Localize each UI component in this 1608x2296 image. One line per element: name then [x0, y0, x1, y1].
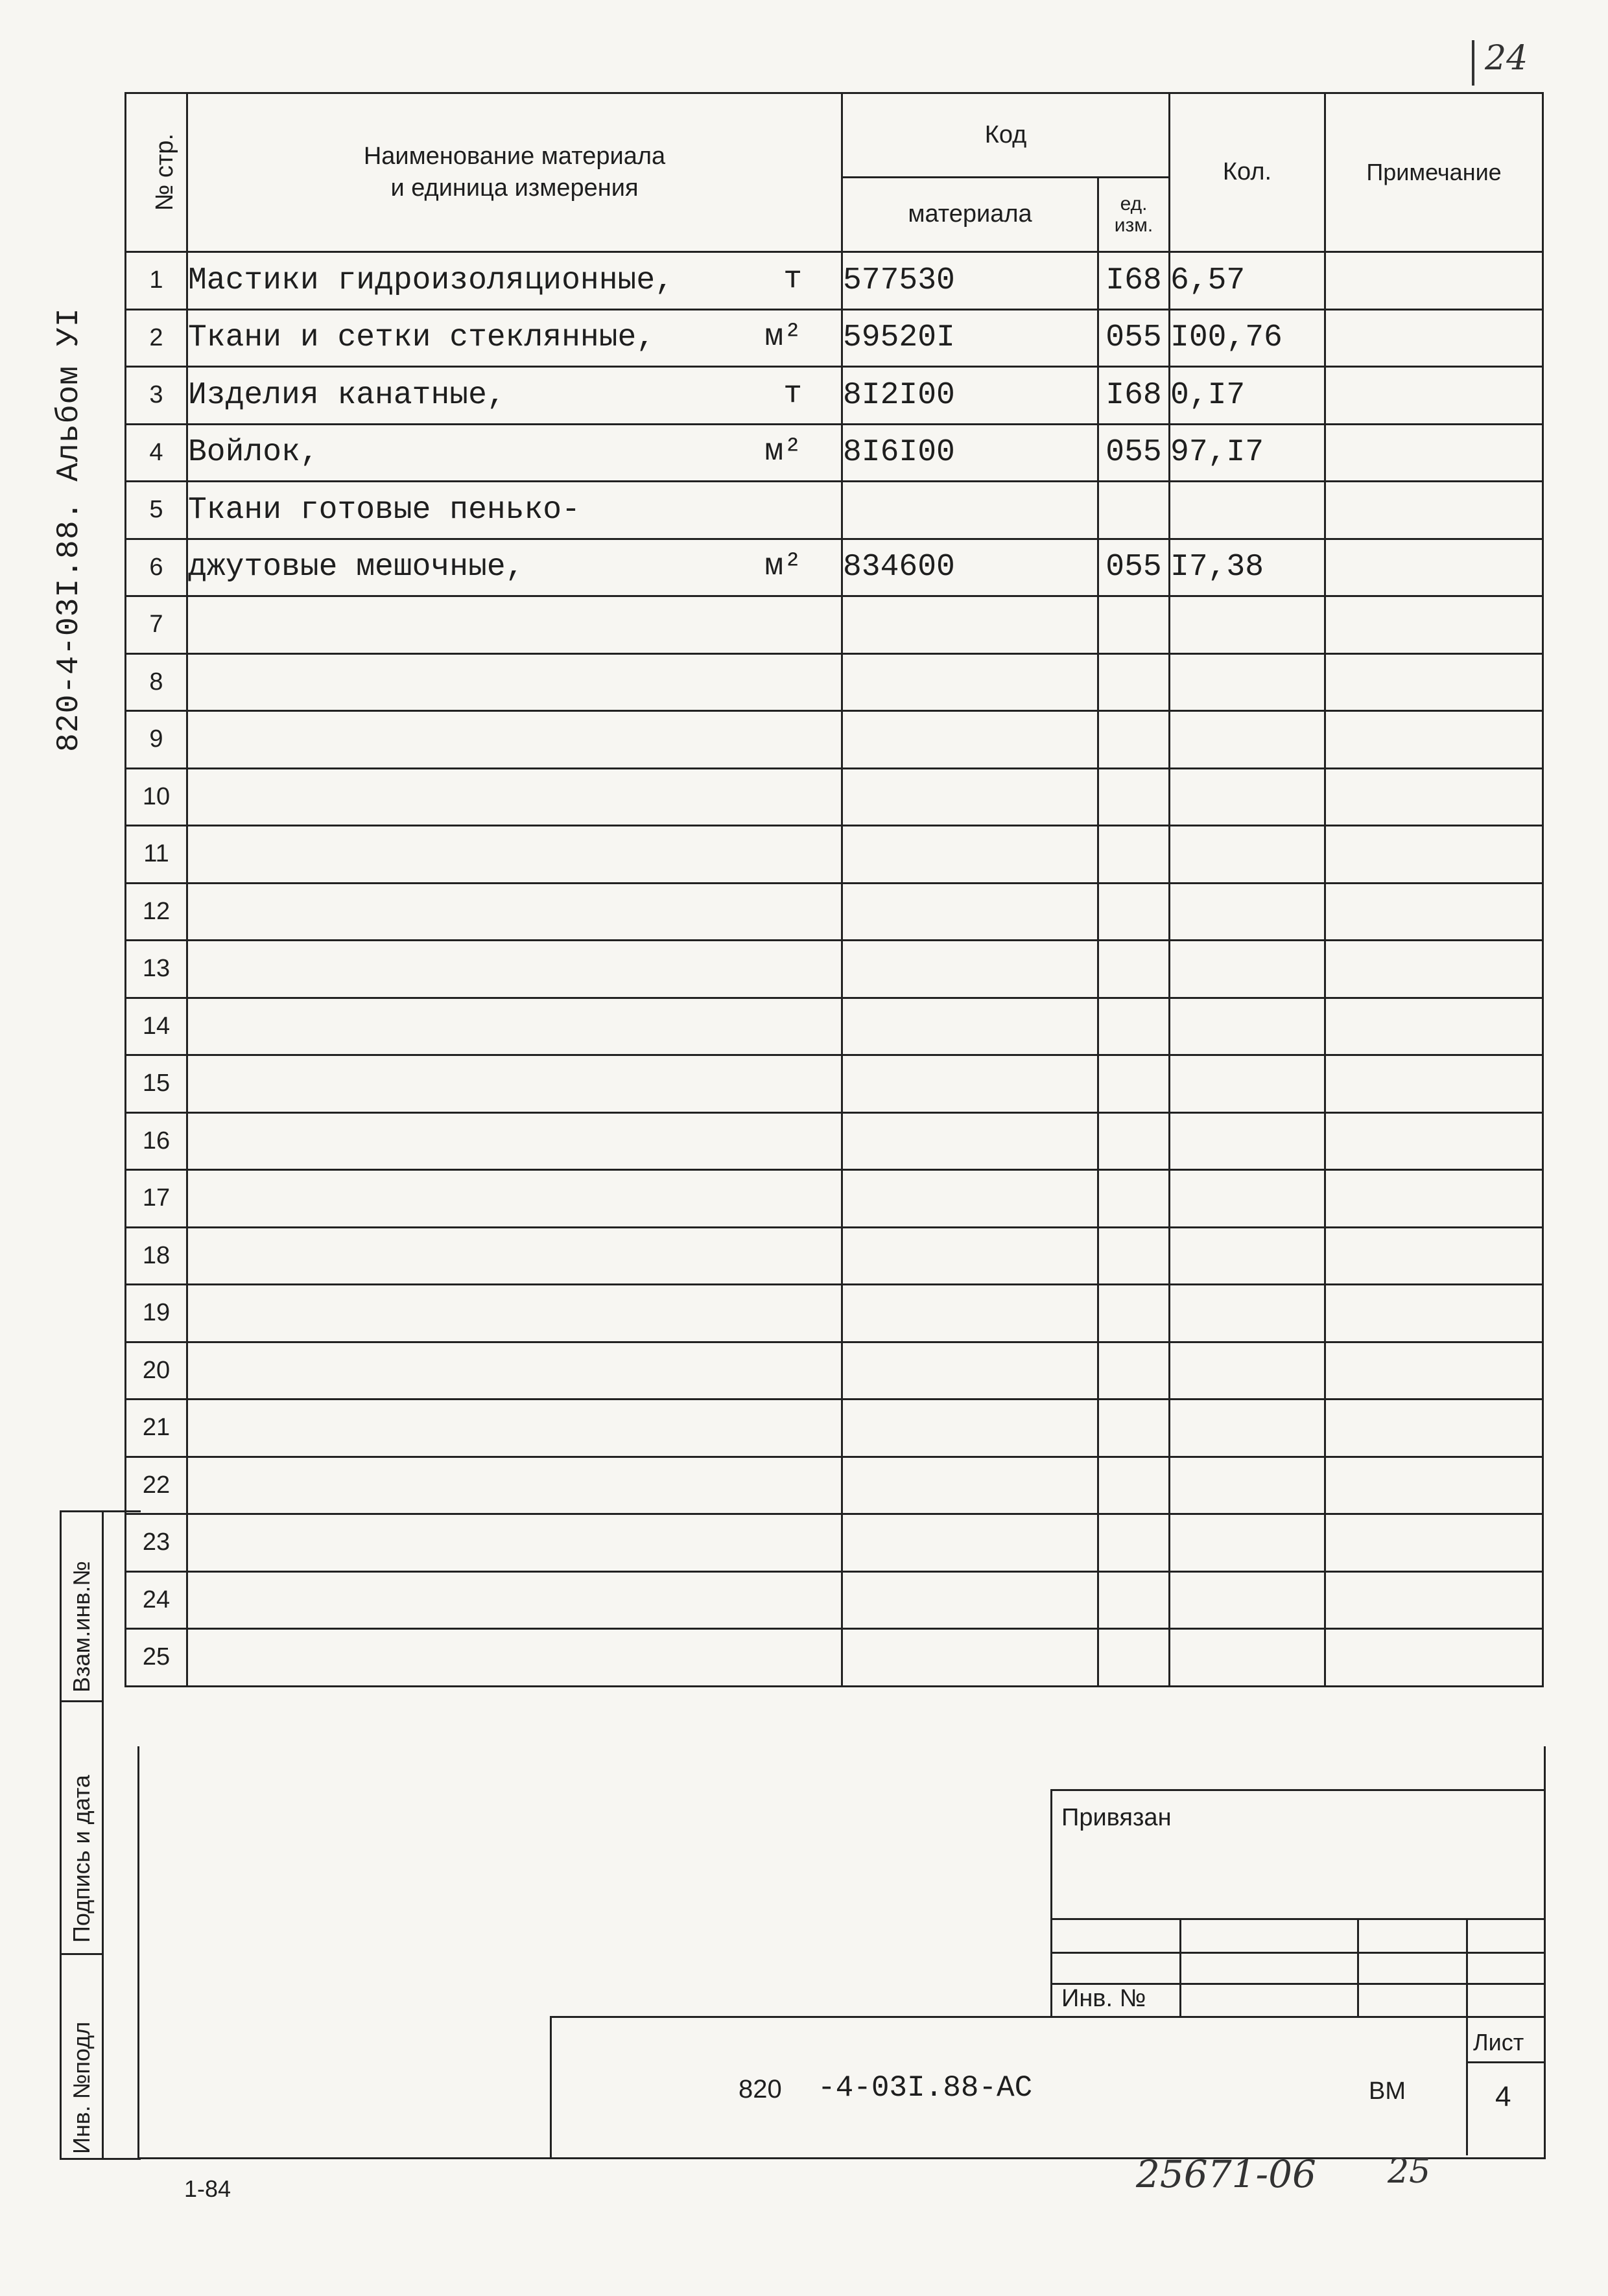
doc-code: -4-03I.88-АС	[818, 2071, 1033, 2105]
unit-code	[1098, 1112, 1170, 1170]
header-material-name-line2: и единица измерения	[390, 174, 639, 202]
row-number: 2	[126, 309, 187, 367]
material-name	[187, 1342, 842, 1400]
material-name-text: Ткани готовые пенько-	[188, 492, 580, 528]
unit-code	[1098, 1055, 1170, 1113]
row-number: 4	[126, 424, 187, 482]
unit-code: 055	[1098, 424, 1170, 482]
privyazan-block	[1050, 1789, 1544, 2018]
quantity	[1170, 1400, 1325, 1457]
sheet-box	[1466, 2016, 1546, 2155]
material-code	[842, 1227, 1098, 1285]
row-number: 16	[126, 1112, 187, 1170]
materials-table	[124, 92, 1544, 1687]
table-row	[126, 539, 1543, 596]
material-name	[187, 1571, 842, 1629]
material-name	[187, 826, 842, 884]
unit-code	[1098, 1285, 1170, 1342]
row-number: 21	[126, 1400, 187, 1457]
unit-code: 055	[1098, 539, 1170, 596]
row-number: 3	[126, 367, 187, 425]
material-name	[187, 1457, 842, 1514]
quantity	[1170, 711, 1325, 769]
unit-code	[1098, 1400, 1170, 1457]
note	[1325, 1514, 1543, 1572]
note	[1325, 653, 1543, 711]
quantity	[1170, 596, 1325, 654]
material-name-text: Войлок,	[188, 435, 319, 471]
material-name	[187, 998, 842, 1055]
note	[1325, 998, 1543, 1055]
page-number-tick	[1472, 40, 1474, 86]
row-number: 23	[126, 1514, 187, 1572]
note	[1325, 1055, 1543, 1113]
row-number: 7	[126, 596, 187, 654]
material-code	[842, 1112, 1098, 1170]
material-code	[842, 1514, 1098, 1572]
quantity: I7,38	[1170, 539, 1325, 596]
header-code-material: материала	[842, 178, 1098, 252]
table-row	[126, 309, 1543, 367]
quantity	[1170, 1571, 1325, 1629]
material-name	[187, 424, 842, 482]
note	[1325, 367, 1543, 425]
row-number: 24	[126, 1571, 187, 1629]
note	[1325, 1285, 1543, 1342]
title-stamp	[550, 2016, 1544, 2159]
material-code	[842, 1285, 1098, 1342]
material-code	[842, 1629, 1098, 1687]
material-name	[187, 1514, 842, 1572]
unit-code: I68	[1098, 252, 1170, 310]
quantity	[1170, 1112, 1325, 1170]
table-row	[126, 424, 1543, 482]
unit-code	[1098, 1571, 1170, 1629]
material-name	[187, 252, 842, 310]
table-row	[126, 252, 1543, 310]
material-code: 834600	[842, 539, 1098, 596]
quantity	[1170, 1514, 1325, 1572]
row-number: 15	[126, 1055, 187, 1113]
note	[1325, 1112, 1543, 1170]
note	[1325, 539, 1543, 596]
quantity	[1170, 768, 1325, 826]
unit-code	[1098, 998, 1170, 1055]
header-quantity: Кол.	[1170, 93, 1325, 252]
material-name-text: Изделия канатные,	[188, 377, 506, 413]
material-code	[842, 596, 1098, 654]
row-number: 22	[126, 1457, 187, 1514]
row-number: 17	[126, 1170, 187, 1228]
inventory-number-label: Инв. №	[1061, 1985, 1146, 2012]
material-code: 577530	[842, 252, 1098, 310]
row-number: 19	[126, 1285, 187, 1342]
table-row	[126, 1400, 1543, 1457]
material-unit: м²	[764, 548, 802, 584]
privyazan-vline-1	[1179, 1918, 1181, 2018]
note	[1325, 1170, 1543, 1228]
quantity	[1170, 482, 1325, 539]
quantity: I00,76	[1170, 309, 1325, 367]
left-strip-podpis: Подпись и дата	[68, 1775, 95, 1943]
note	[1325, 1227, 1543, 1285]
unit-code	[1098, 482, 1170, 539]
table-row	[126, 1571, 1543, 1629]
note	[1325, 826, 1543, 884]
quantity	[1170, 1457, 1325, 1514]
quantity	[1170, 998, 1325, 1055]
table-row	[126, 1514, 1543, 1572]
material-code	[842, 653, 1098, 711]
form-code: 1-84	[184, 2175, 231, 2202]
quantity	[1170, 653, 1325, 711]
quantity	[1170, 1170, 1325, 1228]
note	[1325, 596, 1543, 654]
material-name	[187, 1629, 842, 1687]
unit-code	[1098, 1629, 1170, 1687]
note	[1325, 424, 1543, 482]
material-name	[187, 482, 842, 539]
table-row	[126, 1629, 1543, 1687]
material-name-text: Ткани и сетки стеклянные,	[188, 320, 656, 356]
unit-code	[1098, 1342, 1170, 1400]
material-name	[187, 1055, 842, 1113]
material-code	[842, 482, 1098, 539]
row-number: 18	[126, 1227, 187, 1285]
table-row	[126, 883, 1543, 941]
left-strip-vzam: Взам.инв.№	[68, 1560, 95, 1693]
material-code	[842, 1170, 1098, 1228]
quantity	[1170, 1629, 1325, 1687]
material-code: 8I6I00	[842, 424, 1098, 482]
material-name	[187, 653, 842, 711]
row-number: 25	[126, 1629, 187, 1687]
material-name	[187, 941, 842, 998]
header-material-name	[187, 93, 842, 252]
row-number: 6	[126, 539, 187, 596]
left-strip-inv-podl: Инв. №подл	[68, 2021, 95, 2154]
row-number: 12	[126, 883, 187, 941]
page-number-handwritten: 24	[1485, 39, 1528, 78]
note	[1325, 482, 1543, 539]
table-row	[126, 1457, 1543, 1514]
material-code	[842, 1457, 1098, 1514]
material-code	[842, 941, 1098, 998]
note	[1325, 1342, 1543, 1400]
material-code	[842, 1055, 1098, 1113]
material-name	[187, 309, 842, 367]
table-row	[126, 1285, 1543, 1342]
unit-code: 055	[1098, 309, 1170, 367]
table-row	[126, 482, 1543, 539]
privyazan-vline-2	[1357, 1918, 1359, 2018]
material-unit: м²	[764, 319, 802, 355]
unit-code	[1098, 1227, 1170, 1285]
material-name	[187, 1285, 842, 1342]
note	[1325, 1457, 1543, 1514]
row-number: 8	[126, 653, 187, 711]
row-number: 13	[126, 941, 187, 998]
unit-code	[1098, 596, 1170, 654]
table-row	[126, 367, 1543, 425]
material-name	[187, 1400, 842, 1457]
privyazan-vline-3	[1466, 1918, 1468, 2018]
handwritten-page: 25	[1388, 2152, 1431, 2191]
quantity: 97,I7	[1170, 424, 1325, 482]
material-name	[187, 1112, 842, 1170]
privyazan-line-2	[1052, 1952, 1544, 1954]
note	[1325, 711, 1543, 769]
privyazan-label: Привязан	[1061, 1804, 1172, 1831]
material-code	[842, 711, 1098, 769]
quantity	[1170, 826, 1325, 884]
material-name	[187, 1170, 842, 1228]
row-number: 14	[126, 998, 187, 1055]
row-number: 9	[126, 711, 187, 769]
material-name	[187, 367, 842, 425]
row-number: 11	[126, 826, 187, 884]
header-note: Примечание	[1325, 93, 1543, 252]
unit-code: I68	[1098, 367, 1170, 425]
note	[1325, 941, 1543, 998]
left-strip	[60, 1510, 141, 2160]
note	[1325, 252, 1543, 310]
material-name-text: Мастики гидроизоляционные,	[188, 263, 674, 298]
sheet-separator	[1468, 2061, 1546, 2063]
table-row	[126, 653, 1543, 711]
doc-prefix: 820	[739, 2075, 782, 2103]
unit-code	[1098, 1514, 1170, 1572]
unit-code	[1098, 653, 1170, 711]
header-code: Код	[842, 93, 1170, 178]
quantity	[1170, 1227, 1325, 1285]
unit-code	[1098, 883, 1170, 941]
table-row	[126, 941, 1543, 998]
quantity: 0,I7	[1170, 367, 1325, 425]
table-row	[126, 1227, 1543, 1285]
material-code: 8I2I00	[842, 367, 1098, 425]
row-number: 5	[126, 482, 187, 539]
unit-code	[1098, 826, 1170, 884]
quantity	[1170, 883, 1325, 941]
material-unit: м²	[764, 434, 802, 469]
header-material-name-line1: Наименование материала	[363, 142, 666, 170]
material-unit: т	[783, 377, 802, 412]
quantity	[1170, 1342, 1325, 1400]
table-row	[126, 1112, 1543, 1170]
quantity: 6,57	[1170, 252, 1325, 310]
quantity	[1170, 1285, 1325, 1342]
material-code	[842, 1571, 1098, 1629]
material-code: 59520I	[842, 309, 1098, 367]
material-unit: т	[783, 262, 802, 297]
material-name	[187, 596, 842, 654]
note	[1325, 768, 1543, 826]
row-number: 20	[126, 1342, 187, 1400]
unit-code	[1098, 1170, 1170, 1228]
material-code	[842, 1400, 1098, 1457]
quantity	[1170, 941, 1325, 998]
note	[1325, 1571, 1543, 1629]
material-name	[187, 768, 842, 826]
note	[1325, 1629, 1543, 1687]
material-name	[187, 539, 842, 596]
doc-type: ВМ	[1369, 2078, 1406, 2105]
unit-code	[1098, 768, 1170, 826]
table-row	[126, 1055, 1543, 1113]
unit-code	[1098, 941, 1170, 998]
header-row-number: № стр.	[126, 93, 187, 252]
sheet-label: Лист	[1473, 2029, 1524, 2056]
table-row	[126, 711, 1543, 769]
table-row	[126, 998, 1543, 1055]
material-name	[187, 883, 842, 941]
side-title: 820-4-03I.88. Альбом УI	[52, 307, 87, 752]
material-code	[842, 998, 1098, 1055]
left-strip-divider	[102, 1512, 104, 2158]
material-code	[842, 1342, 1098, 1400]
unit-code	[1098, 1457, 1170, 1514]
material-name	[187, 711, 842, 769]
table-row	[126, 596, 1543, 654]
handwritten-number: 25671-06	[1136, 2152, 1316, 2196]
unit-code	[1098, 711, 1170, 769]
row-number: 1	[126, 252, 187, 310]
table-row	[126, 768, 1543, 826]
note	[1325, 1400, 1543, 1457]
table-row	[126, 826, 1543, 884]
sheet-number: 4	[1495, 2081, 1511, 2113]
table-row	[126, 1170, 1543, 1228]
material-name	[187, 1227, 842, 1285]
table-row	[126, 1342, 1543, 1400]
material-code	[842, 826, 1098, 884]
material-name-text: джутовые мешочные,	[188, 550, 525, 585]
note	[1325, 883, 1543, 941]
material-code	[842, 883, 1098, 941]
quantity	[1170, 1055, 1325, 1113]
row-number: 10	[126, 768, 187, 826]
header-code-unit: ед. изм.	[1098, 178, 1170, 252]
note	[1325, 309, 1543, 367]
privyazan-line-1	[1052, 1918, 1544, 1920]
material-code	[842, 768, 1098, 826]
